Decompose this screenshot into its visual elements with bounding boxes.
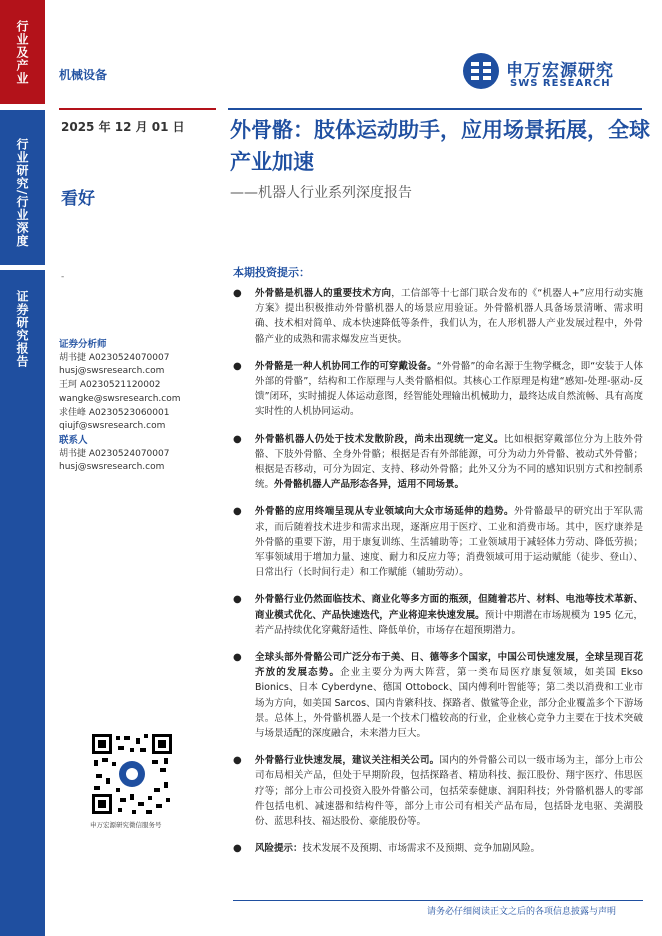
bullet-lead: 风险提示：	[255, 843, 303, 855]
sws-logo	[462, 52, 642, 96]
report-title: 外骨骼：肢体运动助手，应用场景拓展，全球产业加速	[230, 118, 650, 174]
bullet-text: ，工信部等十七部门联合发布的《“机器人+”应用行动实施方案》提出积极推动外骨骼机器人的场景应用验证。外骨骼机器人具备场景清晰、需求明确、技术相对简单、成本快速降低等条件，我们认为，在人形机器人产业发展过程中，外骨骼产业的成熟和需求爆发应当更快。	[255, 288, 643, 345]
contact-line: 胡书捷 A0230524070007	[59, 448, 170, 459]
report-subtitle: ——机器人行业系列深度报告	[230, 185, 412, 201]
industry-label: 机械设备	[59, 68, 108, 82]
bullet-dot-icon: ●	[233, 843, 242, 855]
sws-logo-icon	[462, 52, 500, 90]
bullet-dot-icon: ●	[233, 360, 242, 372]
analyst-line: wangke@swsresearch.com	[59, 393, 181, 404]
header-rule-red	[59, 108, 216, 110]
bullet-dot-icon: ●	[233, 506, 242, 518]
bullet-item	[233, 359, 643, 420]
bullet-lead-2: 外骨骼机器人产品形态各异，适用不同场景。	[274, 479, 465, 491]
bullet-dot-icon: ●	[233, 652, 242, 664]
sidebar-label-industry: 行业及产业	[15, 20, 29, 85]
bullet-lead: 外骨骼行业仍然面临技术、商业化等多方面的瓶颈，但随着芯片、材料、电池等技术革新、商业模式优化、产品快速迭代，产业将迎来快速发展。	[255, 594, 643, 621]
sidebar-label-research-type: 行业研究/行业深度	[15, 138, 29, 248]
rating-dash: -	[61, 272, 65, 282]
bullet-lead: 外骨骼是机器人的重要技术方向	[255, 288, 392, 299]
bullet-text: 技术发展不及预期、市场需求不及预期、竞争加剧风险。	[302, 843, 541, 855]
bullet-lead: 外骨骼行业快速发展，建议关注相关公司。	[255, 755, 440, 767]
analyst-line: husj@swsresearch.com	[59, 366, 165, 377]
report-date: 2025 年 12 月 01 日	[61, 120, 185, 134]
rating: 看好	[61, 189, 95, 209]
footer-disclaimer: 请务必仔细阅读正文之后的各项信息披露与声明	[426, 907, 616, 917]
analyst-line: qiujf@swsresearch.com	[59, 421, 166, 432]
bullet-item	[233, 592, 643, 638]
bullet-lead: 外骨骼的应用终端呈现从专业领域向大众市场延伸的趋势。	[255, 506, 514, 518]
logo-en-text: SWS RESEARCH	[510, 78, 611, 89]
footer-rule	[233, 900, 643, 901]
bullet-dot-icon: ●	[233, 594, 242, 606]
bullet-text: 比如根据穿戴部位分为上肢外骨骼、下肢外骨骼、全身外骨骼；根据是否有外部能源，可分为动力外骨骼、被动式外骨骼；根据是否移动，可分为固定、支持、移动外骨骼；此外又分为不同的感知识别方式和控制系统。	[255, 433, 643, 491]
bullet-item	[233, 504, 643, 580]
qr-caption: 申万宏源研究微信服务号	[90, 821, 162, 829]
bullet-text: 预计中期潜在市场规模为 195 亿元，若产品持续优化穿戴舒适性、降低单价，市场存在超预期潜力。	[255, 609, 643, 636]
logo-cn-text: 申万宏源研究	[506, 61, 614, 81]
bullet-text: “外骨骼”的命名源于生物学概念，即“安装于人体外部的骨骼”，结构和工作原理与人类骨骼相似。其核心工作原理是构建“感知-处理-驱动-反馈”闭环，实时捕捉人体运动意图，经智能处理输出机械助力，最终达成自然流畅、具有高度实时性的人机协同运动。	[255, 360, 643, 418]
bullet-lead: 外骨骼机器人仍处于技术发散阶段，尚未出现统一定义。	[255, 433, 504, 445]
qr-code-icon	[90, 732, 174, 816]
header-rule-blue	[228, 108, 642, 110]
contact-line: husj@swsresearch.com	[59, 462, 165, 473]
bullet-text: 企业主要分为两大阵营，第一类布局医疗康复领域，如美国 Ekso Bionics、日本 Cyberdyne、德国 Ottobock、国内傅利叶智能等；第二类以消费和工业市场为方向，如美国 Sarcos、国内肯綮科技、探路者、傲鲨等企业，部分企业覆盖多个下游场景。总体上，外骨骼机器人是一个技术门槛较高的行业，企业核心竞争力主要在于技术突破与场景适配的深度融合，未来潜力巨大。	[255, 667, 643, 740]
sidebar	[0, 0, 45, 936]
analyst-line: 胡书捷 A0230524070007	[59, 352, 170, 363]
bullet-lead: 全球头部外骨骼公司广泛分布于美、日、德等多个国家，中国公司快速发展，全球呈现百花齐放的发展态势。	[255, 652, 643, 679]
analyst-block	[59, 338, 219, 475]
bullet-text: 国内的外骨骼公司以一级市场为主，部分上市公司布局相关产品，但处于早期阶段，包括探路者、精劢科技、振江股份、翔宇医疗、伟思医疗等；部分上市公司投资入股外骨骼公司，包括荣泰健康、润阳科技；外骨骼机器人的零部件包括电机、减速器和结构件等，部分上市公司有相关产品布局，包括卧龙电驱、美湖股份、蓝思科技、福达股份、豪能股份等。	[255, 755, 643, 828]
bullet-item	[233, 753, 643, 829]
bullet-item	[233, 841, 643, 856]
bullet-dot-icon: ●	[233, 288, 242, 299]
analyst-line: 求佳峰 A0230523060001	[59, 407, 170, 418]
section-title: 本期投资提示：	[233, 266, 310, 279]
bullet-list	[233, 286, 643, 869]
bullet-lead: 外骨骼是一种人机协同工作的可穿戴设备。	[255, 360, 437, 372]
sidebar-label-report: 证券研究报告	[15, 290, 29, 368]
bullet-text: 外骨骼最早的研究出于军队需求，而后随着技术进步和需求出现，逐渐应用于医疗、工业和消费市场。其中，医疗康养是外骨骼的重要下游，用于康复训练、生活辅助等；工业领域用于减轻体力劳动、降低劳损；军事领域用于增加力量、速度、耐力和反应力等；消费领域可用于运动赋能（徒步、登山）、日常出行（长时间行走）和工作赋能（辅助劳动）。	[255, 506, 643, 579]
analyst-header: 证券分析师	[59, 339, 107, 350]
bullet-item	[233, 286, 643, 347]
bullet-item	[233, 650, 643, 741]
bullet-item	[233, 432, 643, 493]
bullet-dot-icon: ●	[233, 433, 242, 445]
analyst-line: 王珂 A0230521120002	[59, 380, 161, 391]
bullet-dot-icon: ●	[233, 755, 242, 767]
contact-header: 联系人	[59, 434, 88, 446]
